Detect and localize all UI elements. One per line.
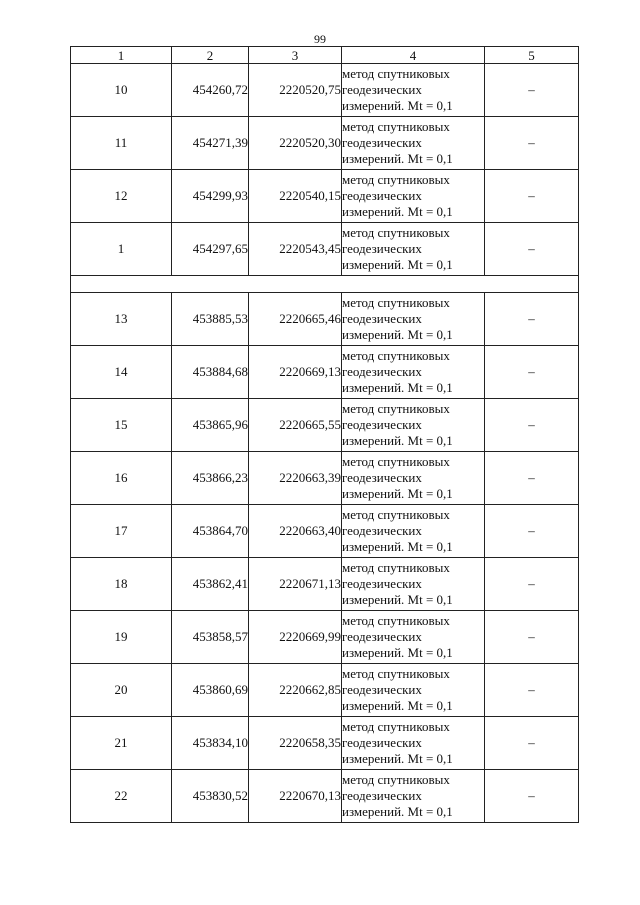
point-number-cell: 20 xyxy=(71,664,172,717)
header-cell-point: 1 xyxy=(71,47,172,64)
method-cell xyxy=(342,170,485,223)
table-row xyxy=(71,293,579,346)
table-row xyxy=(71,611,579,664)
y-coordinate-cell: 2220665,46 xyxy=(249,293,342,346)
point-number-cell: 19 xyxy=(71,611,172,664)
method-line: геодезических xyxy=(342,417,422,432)
method-line: геодезических xyxy=(342,629,422,644)
x-coordinate-cell: 453830,52 xyxy=(172,770,249,823)
x-coordinate-cell: 453834,10 xyxy=(172,717,249,770)
x-coordinate-cell: 453884,68 xyxy=(172,346,249,399)
method-line: метод спутниковых xyxy=(342,295,450,310)
table-row xyxy=(71,770,579,823)
method-line: метод спутниковых xyxy=(342,172,450,187)
method-line: метод спутниковых xyxy=(342,225,450,240)
method-line: измерений. Mt = 0,1 xyxy=(342,257,453,272)
method-line: геодезических xyxy=(342,364,422,379)
table-header xyxy=(71,47,579,64)
method-line: метод спутниковых xyxy=(342,719,450,734)
method-cell xyxy=(342,505,485,558)
y-coordinate-cell: 2220671,13 xyxy=(249,558,342,611)
y-coordinate-cell: 2220669,99 xyxy=(249,611,342,664)
method-line: измерений. Mt = 0,1 xyxy=(342,698,453,713)
method-line: измерений. Mt = 0,1 xyxy=(342,751,453,766)
header-row xyxy=(71,47,579,64)
method-line: геодезических xyxy=(342,135,422,150)
x-coordinate-cell: 453885,53 xyxy=(172,293,249,346)
method-line: измерений. Mt = 0,1 xyxy=(342,98,453,113)
note-cell: – xyxy=(485,346,579,399)
x-coordinate-cell: 453860,69 xyxy=(172,664,249,717)
y-coordinate-cell: 2220520,75 xyxy=(249,64,342,117)
x-coordinate-cell: 453862,41 xyxy=(172,558,249,611)
method-line: геодезических xyxy=(342,188,422,203)
group-separator-cell xyxy=(71,276,579,293)
table-row xyxy=(71,399,579,452)
point-number-cell: 13 xyxy=(71,293,172,346)
table-row xyxy=(71,64,579,117)
note-cell: – xyxy=(485,770,579,823)
method-line: метод спутниковых xyxy=(342,119,450,134)
y-coordinate-cell: 2220520,30 xyxy=(249,117,342,170)
point-number-cell: 15 xyxy=(71,399,172,452)
table-row xyxy=(71,452,579,505)
header-cell-y: 3 xyxy=(249,47,342,64)
page-number: 99 xyxy=(314,32,326,46)
table-row xyxy=(71,346,579,399)
table-row xyxy=(71,505,579,558)
y-coordinate-cell: 2220663,39 xyxy=(249,452,342,505)
method-line: метод спутниковых xyxy=(342,613,450,628)
point-number-cell: 14 xyxy=(71,346,172,399)
y-coordinate-cell: 2220662,85 xyxy=(249,664,342,717)
method-line: геодезических xyxy=(342,788,422,803)
method-line: измерений. Mt = 0,1 xyxy=(342,380,453,395)
table-row xyxy=(71,223,579,276)
method-cell xyxy=(342,223,485,276)
y-coordinate-cell: 2220658,35 xyxy=(249,717,342,770)
group-separator-row xyxy=(71,276,579,293)
y-coordinate-cell: 2220540,15 xyxy=(249,170,342,223)
coordinates-table xyxy=(70,46,579,823)
method-line: метод спутниковых xyxy=(342,401,450,416)
x-coordinate-cell: 453865,96 xyxy=(172,399,249,452)
table-row xyxy=(71,117,579,170)
method-line: геодезических xyxy=(342,311,422,326)
point-number-cell: 22 xyxy=(71,770,172,823)
note-cell: – xyxy=(485,505,579,558)
method-cell xyxy=(342,452,485,505)
note-cell: – xyxy=(485,452,579,505)
method-cell xyxy=(342,399,485,452)
x-coordinate-cell: 454260,72 xyxy=(172,64,249,117)
point-number-cell: 11 xyxy=(71,117,172,170)
method-cell xyxy=(342,664,485,717)
point-number-cell: 10 xyxy=(71,64,172,117)
y-coordinate-cell: 2220670,13 xyxy=(249,770,342,823)
point-number-cell: 16 xyxy=(71,452,172,505)
method-cell xyxy=(342,293,485,346)
y-coordinate-cell: 2220543,45 xyxy=(249,223,342,276)
method-line: метод спутниковых xyxy=(342,66,450,81)
point-number-cell: 1 xyxy=(71,223,172,276)
method-line: геодезических xyxy=(342,735,422,750)
point-number-cell: 21 xyxy=(71,717,172,770)
method-line: измерений. Mt = 0,1 xyxy=(342,592,453,607)
x-coordinate-cell: 453858,57 xyxy=(172,611,249,664)
table-row xyxy=(71,558,579,611)
method-line: измерений. Mt = 0,1 xyxy=(342,433,453,448)
table-body xyxy=(71,64,579,823)
method-line: метод спутниковых xyxy=(342,560,450,575)
method-line: геодезических xyxy=(342,682,422,697)
note-cell: – xyxy=(485,293,579,346)
note-cell: – xyxy=(485,117,579,170)
method-line: измерений. Mt = 0,1 xyxy=(342,645,453,660)
method-line: измерений. Mt = 0,1 xyxy=(342,804,453,819)
y-coordinate-cell: 2220663,40 xyxy=(249,505,342,558)
note-cell: – xyxy=(485,717,579,770)
note-cell: – xyxy=(485,223,579,276)
method-line: измерений. Mt = 0,1 xyxy=(342,204,453,219)
header-cell-note: 5 xyxy=(485,47,579,64)
method-line: геодезических xyxy=(342,82,422,97)
method-cell xyxy=(342,558,485,611)
note-cell: – xyxy=(485,170,579,223)
method-line: метод спутниковых xyxy=(342,454,450,469)
x-coordinate-cell: 454299,93 xyxy=(172,170,249,223)
method-line: измерений. Mt = 0,1 xyxy=(342,486,453,501)
x-coordinate-cell: 454297,65 xyxy=(172,223,249,276)
note-cell: – xyxy=(485,611,579,664)
note-cell: – xyxy=(485,399,579,452)
table-row xyxy=(71,717,579,770)
method-line: геодезических xyxy=(342,241,422,256)
method-line: метод спутниковых xyxy=(342,666,450,681)
method-line: измерений. Mt = 0,1 xyxy=(342,539,453,554)
method-line: геодезических xyxy=(342,470,422,485)
note-cell: – xyxy=(485,664,579,717)
y-coordinate-cell: 2220665,55 xyxy=(249,399,342,452)
x-coordinate-cell: 453864,70 xyxy=(172,505,249,558)
method-line: измерений. Mt = 0,1 xyxy=(342,151,453,166)
point-number-cell: 12 xyxy=(71,170,172,223)
table-row xyxy=(71,664,579,717)
method-line: метод спутниковых xyxy=(342,348,450,363)
method-line: измерений. Mt = 0,1 xyxy=(342,327,453,342)
method-cell xyxy=(342,64,485,117)
method-cell xyxy=(342,770,485,823)
method-cell xyxy=(342,611,485,664)
method-cell xyxy=(342,346,485,399)
method-line: геодезических xyxy=(342,523,422,538)
method-cell xyxy=(342,717,485,770)
x-coordinate-cell: 454271,39 xyxy=(172,117,249,170)
header-cell-x: 2 xyxy=(172,47,249,64)
x-coordinate-cell: 453866,23 xyxy=(172,452,249,505)
header-cell-method: 4 xyxy=(342,47,485,64)
note-cell: – xyxy=(485,558,579,611)
point-number-cell: 17 xyxy=(71,505,172,558)
method-line: метод спутниковых xyxy=(342,772,450,787)
table-row xyxy=(71,170,579,223)
method-cell xyxy=(342,117,485,170)
method-line: метод спутниковых xyxy=(342,507,450,522)
y-coordinate-cell: 2220669,13 xyxy=(249,346,342,399)
method-line: геодезических xyxy=(342,576,422,591)
note-cell: – xyxy=(485,64,579,117)
point-number-cell: 18 xyxy=(71,558,172,611)
